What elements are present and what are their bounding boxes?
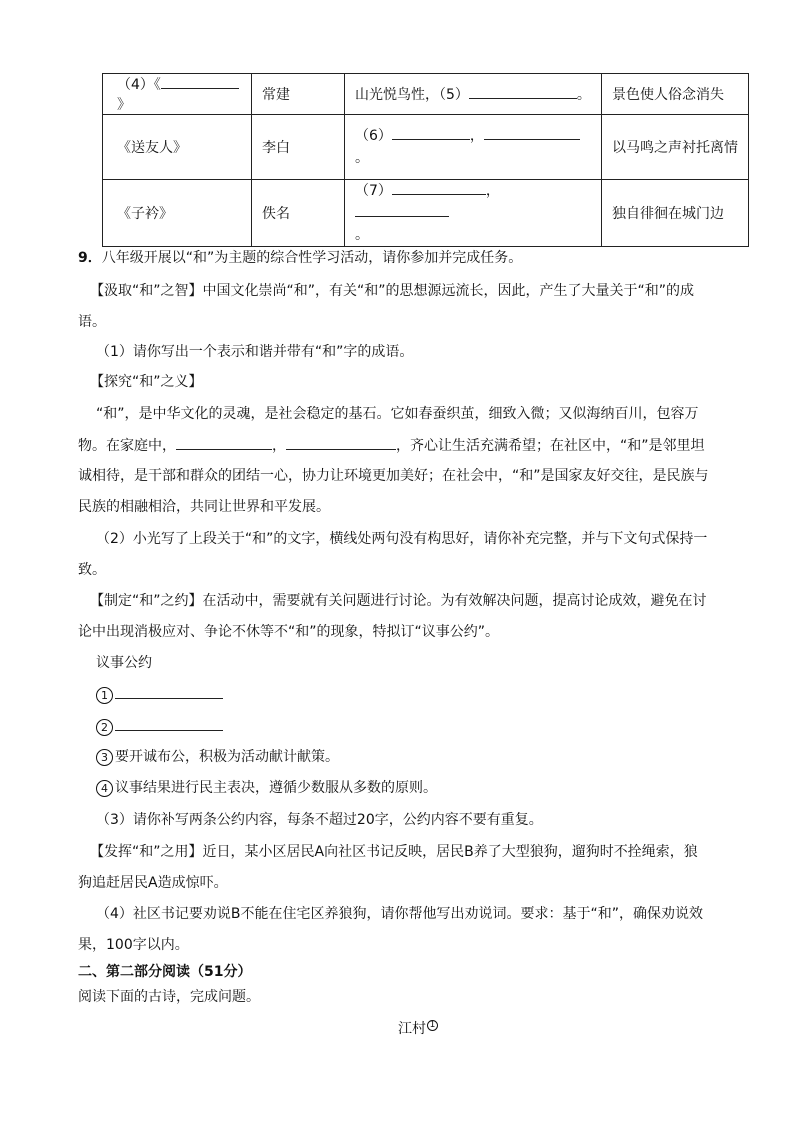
part-2-heading: 二、第二部分阅读（51分） (78, 964, 252, 980)
question-9-intro (78, 248, 758, 268)
answer-blank[interactable] (176, 435, 272, 450)
poem-title-text: 江村 (398, 1021, 426, 1037)
body-text: 近日，某小区居民A向社区书记反映，居民B养了大型狼狗，遛狗时不拴绳索，狼 (202, 844, 698, 860)
body-line: 论中出现消极应对、争论不休等不“和”的现象，特拟订“议事公约”。 (78, 624, 500, 640)
poem-title (398, 1019, 438, 1039)
section-title: 【发挥“和”之用】 (90, 844, 203, 860)
rules-title: 议事公约 (96, 655, 152, 671)
answer-blank[interactable] (484, 125, 580, 140)
poem-table (102, 73, 749, 247)
body-line: 致。 (78, 562, 106, 578)
circled-number: 4 (96, 780, 113, 797)
title-cell: 《送友人》 (103, 115, 252, 180)
circled-number: 3 (96, 749, 113, 766)
table-row (103, 74, 749, 115)
table-row (103, 115, 749, 180)
body-text: 在活动中，需要就有关问题进行讨论。为有效解决问题，提高讨论成效，避免在讨 (202, 593, 707, 609)
cell-text: （6） (355, 128, 392, 144)
rule-3 (96, 747, 776, 767)
sub-question-3: （3）请你补写两条公约内容，每条不超过20字，公约内容不要有重复。 (96, 812, 543, 828)
section-3-line (90, 591, 770, 611)
body-line: “和”，是中华文化的灵魂，是社会稳定的基石。它如春蚕织茧，细致入微；又似海纳百川，包容万 (96, 406, 699, 422)
verse-cell (345, 74, 602, 115)
section-title: 【制定“和”之约】 (90, 593, 203, 609)
section-title: 【汲取“和”之智】 (90, 283, 203, 299)
section-title: 【探究“和”之义】 (90, 374, 203, 390)
author-cell: 李白 (252, 115, 345, 180)
answer-blank[interactable] (392, 125, 470, 140)
cell-text: （7） (355, 183, 392, 199)
question-text: 八年级开展以“和”为主题的综合性学习活动，请你参加并完成任务。 (101, 250, 523, 266)
cell-text: 山光悦鸟性，（5） (355, 87, 469, 103)
footnote-marker: 1 (427, 1020, 438, 1031)
circled-number: 2 (96, 719, 113, 736)
cell-text: 。 (355, 227, 369, 243)
rule-2 (96, 716, 776, 737)
part-2-instruction: 阅读下面的古诗，完成问题。 (78, 989, 260, 1005)
body-text: ，齐心让生活充满希望；在社区中，“和”是邻里坦 (396, 438, 705, 454)
rule-text: 要开诚布公，积极为活动献计献策。 (115, 749, 339, 765)
cell-text: ， (485, 183, 500, 199)
cell-text: 》 (117, 97, 131, 113)
rule-1 (96, 684, 776, 705)
sub-question-2: （2）小光写了上段关于“和”的文字，横线处两句没有构思好，请你补充完整，并与下文句式保持一 (96, 531, 708, 547)
meaning-cell: 以马鸣之声衬托离情 (602, 115, 749, 180)
rule-4 (96, 778, 776, 798)
title-cell: 《子衿》 (103, 180, 252, 247)
circled-number: 1 (96, 687, 113, 704)
answer-blank[interactable] (355, 202, 449, 217)
cell-text: 。 (355, 150, 369, 166)
answer-blank[interactable] (469, 84, 577, 99)
meaning-cell: 独自徘徊在城门边 (602, 180, 749, 247)
rule-text: 议事结果进行民主表决，遵循少数服从多数的原则。 (115, 780, 437, 796)
sub-question-1: （1）请你写出一个表示和谐并带有“和”字的成语。 (96, 344, 414, 360)
title-cell (103, 74, 252, 115)
body-line-with-blanks (78, 435, 758, 456)
cell-text: ， (469, 128, 484, 144)
body-line: 语。 (78, 314, 106, 330)
author-cell: 常建 (252, 74, 345, 115)
body-text: 物。在家庭中， (78, 438, 176, 454)
body-text: ， (272, 438, 286, 454)
cell-text: （4）《 (117, 77, 161, 93)
cell-text: 。 (576, 87, 591, 103)
author-cell: 佚名 (252, 180, 345, 247)
section-4-line (90, 842, 770, 862)
sub-question-4: （4）社区书记要劝说B不能在住宅区养狼狗，请你帮他写出劝说词。要求：基于“和”，确保劝说效 (96, 906, 704, 922)
question-number: 9． (78, 250, 102, 266)
body-line: 民族的相融相洽，共同让世界和平发展。 (78, 499, 330, 515)
body-line: 狗追赶居民A造成惊吓。 (78, 875, 228, 891)
meaning-cell: 景色使人俗念消失 (602, 74, 749, 115)
section-1-line (90, 281, 770, 301)
body-text: 中国文化崇尚“和”，有关“和”的思想源远流长，因此，产生了大量关于“和”的成 (202, 283, 695, 299)
answer-blank[interactable] (392, 180, 486, 195)
answer-blank[interactable] (161, 74, 239, 89)
answer-blank[interactable] (115, 684, 223, 699)
body-line: 果，100字以内。 (78, 937, 189, 953)
verse-cell (345, 180, 602, 247)
answer-blank[interactable] (115, 716, 223, 731)
body-line: 诚相待，是干部和群众的团结一心，协力让环境更加美好；在社会中，“和”是国家友好交往，是民族与 (78, 468, 709, 484)
table-row (103, 180, 749, 247)
verse-cell (345, 115, 602, 180)
answer-blank[interactable] (286, 435, 396, 450)
